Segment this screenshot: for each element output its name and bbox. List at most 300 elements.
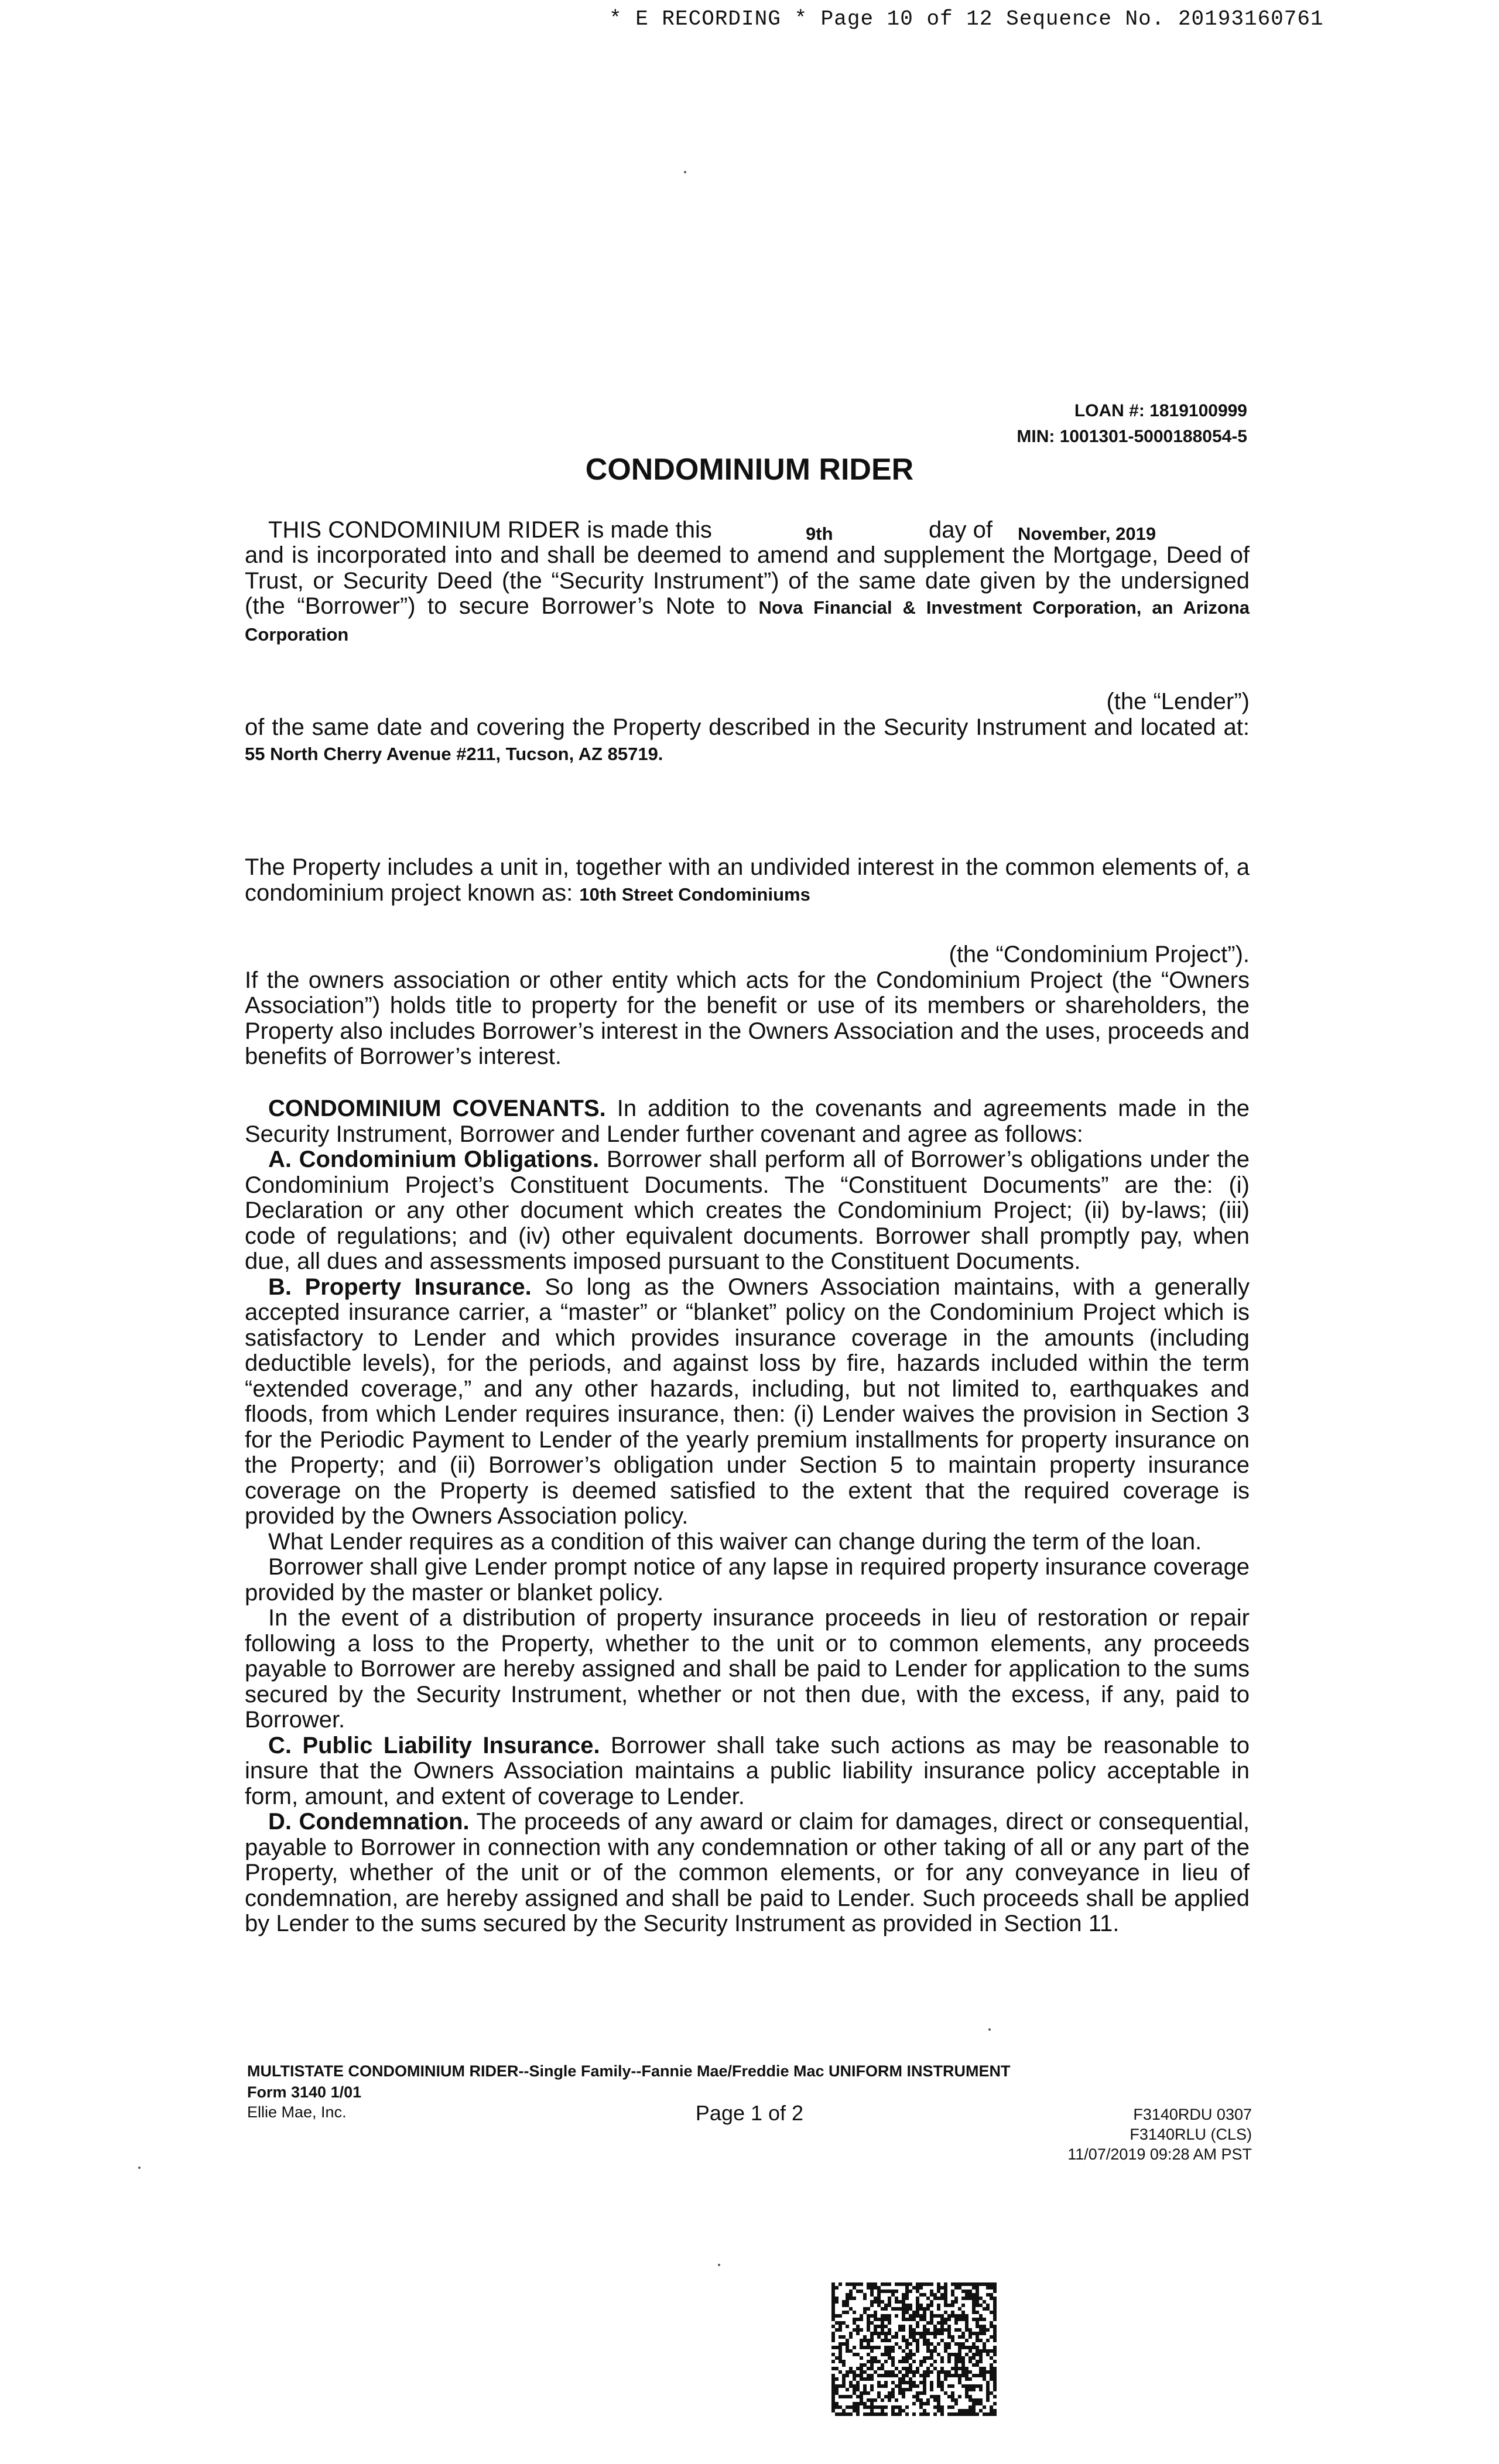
barcode-module [979,2388,983,2391]
barcode-module [954,2370,958,2374]
barcode-module [940,2381,944,2384]
barcode-module [972,2409,976,2412]
barcode-module [867,2286,870,2290]
barcode-module [954,2282,958,2286]
barcode-module [968,2293,972,2297]
barcode-module [835,2388,839,2391]
barcode-module [902,2388,905,2391]
barcode-module [905,2370,909,2374]
barcode-module [874,2405,877,2409]
barcode-module [902,2377,905,2381]
barcode-module [835,2412,839,2416]
barcode-module [856,2353,860,2356]
barcode-module [968,2335,972,2339]
barcode-module [884,2318,888,2321]
barcode-module [954,2363,958,2367]
barcode-module [856,2409,860,2412]
barcode-module [993,2367,997,2370]
barcode-module [972,2346,976,2349]
barcode-module [968,2370,972,2374]
scan-speck [684,171,686,173]
barcode-module [926,2402,930,2405]
barcode-module [930,2311,933,2314]
barcode-module [944,2282,947,2286]
barcode-module [958,2395,961,2398]
barcode-module [990,2374,993,2377]
barcode-module [874,2370,877,2374]
barcode-module [912,2332,916,2335]
barcode-module [937,2304,940,2307]
barcode-module [940,2314,944,2318]
barcode-module [951,2311,954,2314]
barcode-module [846,2282,849,2286]
barcode-module [965,2318,968,2321]
barcode-module [870,2360,874,2363]
barcode-module [909,2314,912,2318]
barcode-module [976,2335,979,2339]
barcode-module [849,2412,853,2416]
barcode-module [874,2286,877,2290]
intro-paragraph [245,518,1250,767]
barcode-module [846,2297,849,2300]
barcode-module [877,2332,881,2335]
barcode-module [831,2339,835,2342]
recording-header: * E RECORDING * Page 10 of 12 Sequence No. 20193160761 [609,7,1324,31]
barcode-module [993,2353,997,2356]
barcode-module [835,2300,839,2304]
barcode-module [937,2321,940,2325]
barcode-module [831,2391,835,2395]
barcode-module [835,2377,839,2381]
barcode-module [898,2370,902,2374]
barcode-module [839,2314,842,2318]
property-address: 55 North Cherry Avenue #211, Tucson, AZ 85719. [245,744,663,764]
barcode-module [933,2332,937,2335]
barcode-module [968,2290,972,2293]
barcode-module [891,2349,895,2353]
barcode-module [909,2325,912,2328]
barcode-module [919,2363,923,2367]
barcode-module [993,2370,997,2374]
barcode-module [849,2297,853,2300]
barcode-module [954,2412,958,2416]
barcode-module [993,2339,997,2342]
barcode-module [990,2409,993,2412]
barcode-module [863,2388,867,2391]
barcode-module [870,2339,874,2342]
barcode-module [919,2412,923,2416]
barcode-module [940,2360,944,2363]
barcode-module [976,2304,979,2307]
barcode-module [853,2282,856,2286]
barcode-module [831,2335,835,2339]
barcode-module [905,2356,909,2360]
barcode-module [979,2367,983,2370]
barcode-module [947,2335,951,2339]
barcode-module [853,2318,856,2321]
barcode-module [881,2412,884,2416]
barcode-module [944,2370,947,2374]
barcode-module [919,2381,923,2384]
barcode-module [976,2398,979,2402]
barcode-module [940,2370,944,2374]
barcode-module [916,2398,919,2402]
barcode-module [891,2307,895,2311]
barcode-module [926,2367,930,2370]
barcode-module [912,2318,916,2321]
barcode-module [839,2353,842,2356]
barcode-module [881,2290,884,2293]
barcode-module [937,2342,940,2346]
barcode-module [881,2328,884,2332]
barcode-module [951,2405,954,2409]
barcode-module [979,2384,983,2388]
barcode-module [990,2311,993,2314]
barcode-module [923,2339,926,2342]
barcode-module [937,2314,940,2318]
barcode-module [968,2377,972,2381]
barcode-module [926,2321,930,2325]
barcode-module [933,2346,937,2349]
barcode-module [881,2325,884,2328]
barcode-module [877,2374,881,2377]
barcode-module [846,2405,849,2409]
barcode-module [895,2384,898,2388]
barcode-module [839,2370,842,2374]
loan-info [1017,398,1247,450]
barcode-module [874,2325,877,2328]
barcode-module [905,2360,909,2363]
barcode-module [881,2398,884,2402]
barcode-module [884,2370,888,2374]
barcode-module [831,2381,835,2384]
barcode-module [881,2300,884,2304]
barcode-module [930,2395,933,2398]
barcode-module [884,2353,888,2356]
barcode-module [877,2384,881,2388]
barcode-module [954,2398,958,2402]
barcode-module [870,2349,874,2353]
barcode-module [905,2311,909,2314]
barcode-module [965,2377,968,2381]
barcode-module [919,2282,923,2286]
barcode-module [849,2332,853,2335]
barcode-module [986,2328,990,2332]
intro-text-3: and is incorporated into and shall be deemed to amend and supplement the Mortgage, Deed of Trust, or Security Deed (the “Security Instrument”) of the same date given by the undersigned (the “Borrower”) to secure Borrower’s Note to [245,542,1250,619]
barcode-module [961,2282,965,2286]
barcode-module [863,2405,867,2409]
barcode-module [933,2293,937,2297]
barcode-module [909,2381,912,2384]
barcode-module [874,2300,877,2304]
barcode-module [902,2356,905,2360]
barcode-module [863,2335,867,2339]
barcode-module [933,2297,937,2300]
barcode-module [940,2318,944,2321]
barcode-module [853,2353,856,2356]
barcode-module [976,2402,979,2405]
barcode-module [930,2363,933,2367]
barcode-module [926,2346,930,2349]
barcode-module [835,2384,839,2388]
barcode-module [954,2318,958,2321]
barcode-module [951,2353,954,2356]
barcode-module [940,2409,944,2412]
barcode-module [933,2349,937,2353]
barcode-module [919,2402,923,2405]
loan-number: LOAN #: 1819100999 [1074,401,1247,420]
form-codes [1067,2104,1252,2164]
barcode-module [976,2349,979,2353]
barcode-module [976,2363,979,2367]
barcode-module [905,2405,909,2409]
barcode-module [972,2311,976,2314]
barcode-module [863,2311,867,2314]
barcode-module [947,2384,951,2388]
barcode-module [976,2286,979,2290]
barcode-module [940,2332,944,2335]
intro-text-2: day of [929,517,993,543]
barcode-module [870,2409,874,2412]
barcode-module [983,2370,986,2374]
barcode-module [937,2377,940,2381]
barcode-module [856,2367,860,2370]
barcode-module [881,2307,884,2311]
barcode-module [905,2374,909,2377]
barcode-module [986,2388,990,2391]
barcode-module [923,2370,926,2374]
barcode-module [831,2409,835,2412]
barcode-module [856,2332,860,2335]
barcode-module [912,2412,916,2416]
barcode-module [870,2402,874,2405]
barcode-module [961,2318,965,2321]
barcode-module [895,2307,898,2311]
barcode-module [986,2282,990,2286]
barcode-module [870,2346,874,2349]
barcode-module [926,2282,930,2286]
barcode-module [846,2395,849,2398]
barcode-module [972,2332,976,2335]
barcode-module [870,2388,874,2391]
barcode-module [905,2367,909,2370]
barcode-module [930,2370,933,2374]
barcode-module [958,2328,961,2332]
barcode-module [923,2293,926,2297]
barcode-module [993,2346,997,2349]
barcode-module [937,2384,940,2388]
barcode-module [877,2304,881,2307]
barcode-module [895,2282,898,2286]
barcode-module [842,2304,846,2307]
barcode-module [993,2335,997,2339]
barcode-module [846,2412,849,2416]
barcode-module [853,2409,856,2412]
barcode-module [860,2339,863,2342]
lender-label: (the “Lender”) [1106,689,1250,714]
barcode-module [990,2321,993,2325]
barcode-module [961,2297,965,2300]
barcode-module [912,2286,916,2290]
form-number: Form 3140 1/01 [247,2083,362,2101]
barcode-module [831,2307,835,2311]
barcode-module [933,2325,937,2328]
barcode-module [884,2405,888,2409]
barcode-module [870,2363,874,2367]
barcode-module [867,2346,870,2349]
barcode-module [983,2332,986,2335]
barcode-module [937,2353,940,2356]
barcode-module [923,2381,926,2384]
barcode-module [983,2328,986,2332]
barcode-module [916,2300,919,2304]
barcode-module [976,2325,979,2328]
section-a-heading: A. Condominium Obligations. [268,1147,600,1172]
barcode-module [965,2282,968,2286]
barcode-module [961,2332,965,2335]
barcode-module [919,2318,923,2321]
barcode-module [954,2342,958,2346]
barcode-module [972,2384,976,2388]
barcode-module [990,2325,993,2328]
barcode-module [968,2384,972,2388]
barcode-module [835,2321,839,2325]
barcode-module [846,2304,849,2307]
barcode-module [976,2321,979,2325]
barcode-module [990,2356,993,2360]
barcode-module [958,2342,961,2346]
section-c-text: Borrower shall take such actions as may be reasonable to insure that the Owners Association maintains a public liability insurance policy acceptable in form, amount, and extent of coverage to Lender. [245,1732,1250,1809]
barcode-module [993,2311,997,2314]
barcode-module [972,2398,976,2402]
barcode-module [909,2332,912,2335]
barcode-module [947,2360,951,2363]
barcode-module [923,2409,926,2412]
barcode-module [916,2370,919,2374]
barcode-module [993,2300,997,2304]
barcode-module [831,2384,835,2388]
barcode-module [891,2363,895,2367]
barcode-module [947,2332,951,2335]
barcode-module [944,2293,947,2297]
barcode-module [853,2321,856,2325]
barcode-module [898,2412,902,2416]
barcode-module [916,2346,919,2349]
barcode-module [916,2332,919,2335]
barcode-module [930,2332,933,2335]
barcode-module [912,2353,916,2356]
barcode-module [835,2391,839,2395]
barcode-module [930,2282,933,2286]
barcode-module [919,2360,923,2363]
barcode-module [983,2318,986,2321]
barcode-module [867,2307,870,2311]
barcode-module [947,2328,951,2332]
barcode-module [884,2339,888,2342]
barcode-module [951,2300,954,2304]
barcode-module [976,2332,979,2335]
barcode-module [954,2328,958,2332]
barcode-module [874,2311,877,2314]
barcode-module [965,2321,968,2325]
barcode-module [835,2405,839,2409]
barcode-module [909,2363,912,2367]
barcode-module [905,2293,909,2297]
barcode-module [860,2290,863,2293]
scan-speck [988,2028,991,2031]
barcode-module [916,2304,919,2307]
barcode-module [930,2304,933,2307]
barcode-module [839,2412,842,2416]
barcode-module [965,2328,968,2332]
barcode-module [870,2405,874,2409]
barcode-module [867,2412,870,2416]
barcode-module [877,2346,881,2349]
barcode-module [856,2374,860,2377]
barcode-module [940,2321,944,2325]
barcode-module [884,2381,888,2384]
barcode-module [912,2402,916,2405]
barcode-module [877,2297,881,2300]
barcode-module [831,2332,835,2335]
barcode-module [846,2311,849,2314]
barcode-module [884,2325,888,2328]
barcode-module [926,2328,930,2332]
barcode-module [898,2388,902,2391]
barcode-module [870,2300,874,2304]
barcode-module [898,2391,902,2395]
barcode-module [860,2377,863,2381]
barcode-module [870,2314,874,2318]
barcode-module [923,2314,926,2318]
barcode-module [923,2377,926,2381]
barcode-module [877,2335,881,2339]
barcode-module [891,2374,895,2377]
barcode-module [940,2286,944,2290]
barcode-module [835,2367,839,2370]
barcode-module [954,2314,958,2318]
barcode-module [947,2318,951,2321]
barcode-module [916,2342,919,2346]
barcode-module [912,2370,916,2374]
barcode-module [951,2282,954,2286]
barcode-module [867,2339,870,2342]
barcode-module [965,2367,968,2370]
barcode-module [979,2318,983,2321]
barcode-module [856,2318,860,2321]
barcode-module [961,2342,965,2346]
barcode-module [846,2339,849,2342]
barcode-module [867,2374,870,2377]
barcode-module [923,2311,926,2314]
barcode-module [849,2405,853,2409]
barcode-module [961,2363,965,2367]
barcode-module [983,2374,986,2377]
barcode-module [972,2356,976,2360]
barcode-module [874,2398,877,2402]
barcode-module [976,2300,979,2304]
barcode-module [842,2342,846,2346]
barcode-module [831,2388,835,2391]
property-text-1: The Property includes a unit in, together with an undivided interest in the common elements of, a condominium project known as: [245,854,1250,906]
section-a-text: Borrower shall perform all of Borrower’s obligations under the Condominium Project’s Constituent Documents. The “Constituent Documents” are the: (i) Declaration or any other document which creates the Condominium Project; (ii) by-laws; (iii) code of regulations; and (iv) other equivalent documents. Borrower shall promptly pay, when due, all dues and assessments imposed pursuant to the Constituent Documents. [245,1147,1250,1274]
barcode-module [902,2409,905,2412]
condominium-project-name: 10th Street Condominiums [579,884,810,905]
barcode-module [937,2409,940,2412]
barcode-module [831,2374,835,2377]
barcode-module [902,2282,905,2286]
barcode-module [888,2349,891,2353]
